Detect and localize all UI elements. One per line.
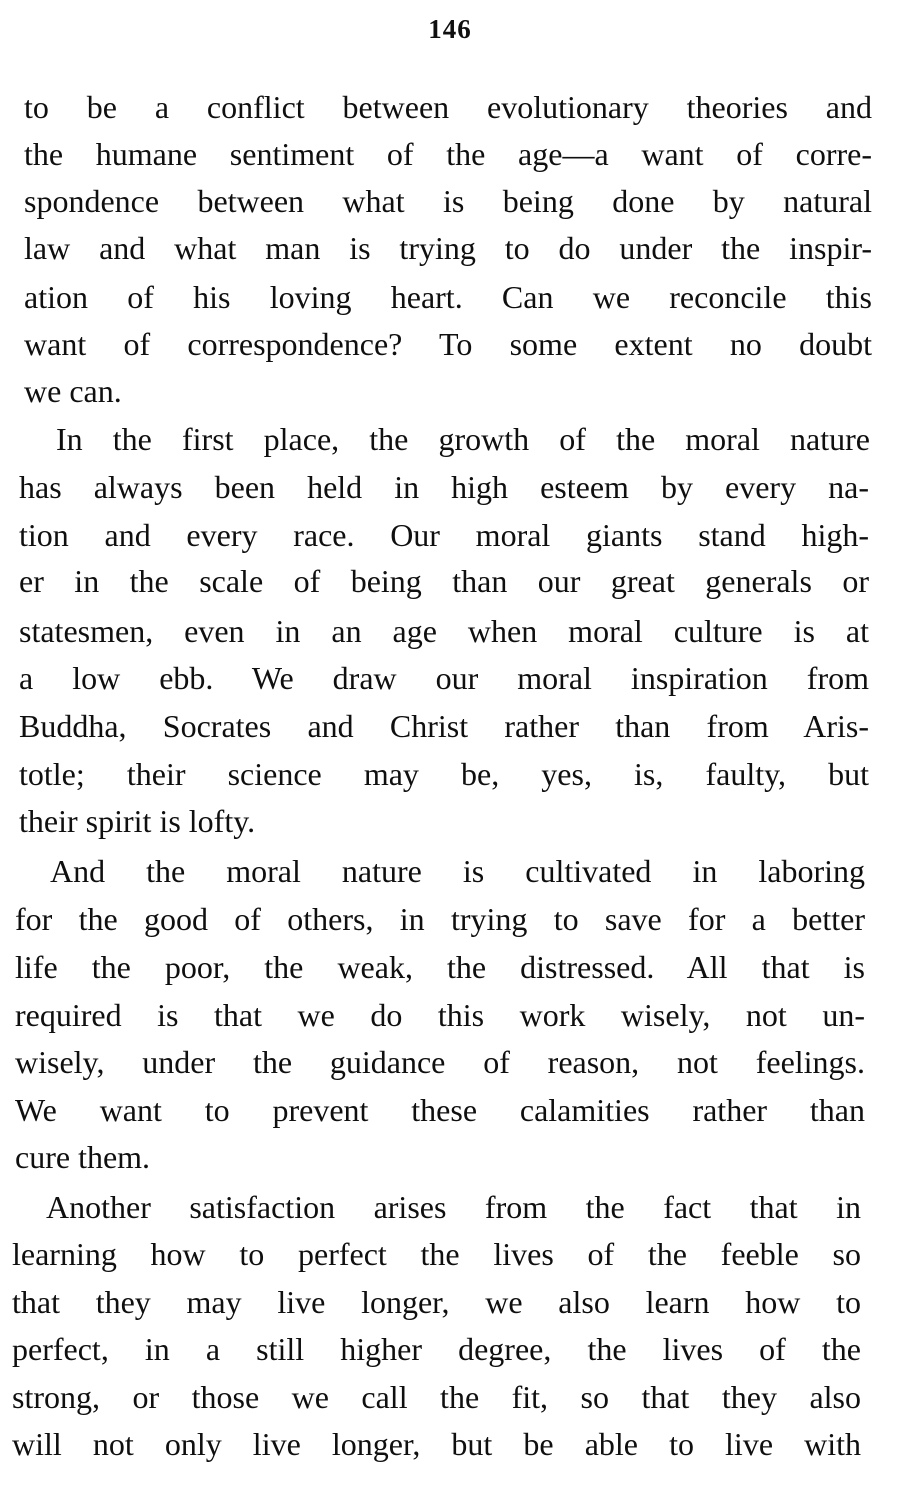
text-line: er in the scale of being than our great generals or	[19, 563, 869, 599]
text-line: want of correspondence? To some extent no doubt	[24, 326, 872, 362]
text-line: required is that we do this work wisely, not un-	[15, 997, 865, 1033]
text-line: has always been held in high esteem by every na-	[19, 469, 869, 505]
text-line: We want to prevent these calamities rather than	[15, 1092, 865, 1128]
text-line: that they may live longer, we also learn how to	[12, 1284, 861, 1320]
page-number: 146	[428, 14, 472, 44]
text-line: Another satisfaction arises from the fact that in	[46, 1189, 861, 1225]
text-line: life the poor, the weak, the distressed. All that is	[15, 949, 865, 985]
text-line: strong, or those we call the fit, so that they also	[12, 1379, 861, 1415]
text-line: law and what man is trying to do under the inspir-	[24, 230, 872, 266]
text-line: for the good of others, in trying to save for a better	[15, 901, 865, 937]
text-line: In the first place, the growth of the moral nature	[56, 421, 870, 457]
text-line: statesmen, even in an age when moral culture is at	[19, 613, 869, 649]
text-line: cure them.	[15, 1139, 151, 1175]
text-line: spondence between what is being done by natural	[24, 183, 872, 219]
text-line: Buddha, Socrates and Christ rather than from Aris-	[19, 708, 869, 744]
text-line: learning how to perfect the lives of the feeble so	[12, 1236, 861, 1272]
text-line: wisely, under the guidance of reason, not feelings.	[15, 1044, 865, 1080]
text-line: ation of his loving heart. Can we reconcile this	[24, 279, 872, 315]
text-line: And the moral nature is cultivated in laboring	[50, 853, 865, 889]
text-line: their spirit is lofty.	[19, 803, 256, 839]
text-line: perfect, in a still higher degree, the lives of the	[12, 1331, 861, 1367]
text-line: we can.	[24, 373, 122, 409]
text-line: totle; their science may be, yes, is, faulty, but	[19, 756, 869, 792]
text-line: to be a conflict between evolutionary theories and	[24, 89, 872, 125]
text-line: a low ebb. We draw our moral inspiration from	[19, 660, 869, 696]
text-line: the humane sentiment of the age—a want of corre-	[24, 136, 872, 172]
text-line: tion and every race. Our moral giants stand high-	[19, 517, 869, 553]
text-line: will not only live longer, but be able to live with	[12, 1426, 861, 1462]
